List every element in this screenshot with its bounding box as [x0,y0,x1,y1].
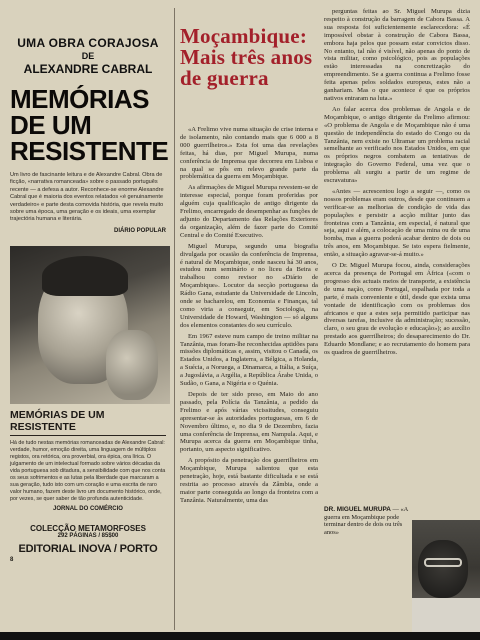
caption-name: DR. MIGUEL MURUPA [324,506,391,513]
article-paragraph: Miguel Murupa, segundo uma biografia divulgada por ocasião da conferência de Imprensa, é natural de Moçambique, onde nasceu há 30 anos, estudou num seminário e no liceu da Beira e trabalhou como revisor no «Diário de Moçambique». Locutor da secção portuguesa da Rádio Gana, estudante da Universidade de Lincoln, onde se bacharelou, em Economia e Finanças, tal como viria a conseguir, em Sociologia, na Universidade de Howard, Washington — só alguns dos elementos constantes do seu currículo. [180,242,318,329]
ad-review-source: DIÁRIO POPULAR [113,227,166,234]
ad-author: ALEXANDRE CABRAL [23,62,153,76]
portrait-hair [42,256,128,296]
portrait-hand [106,330,158,400]
ad-by-label: DE [81,51,95,61]
ad-description: Um livro de fascinante leitura e de Alexandre Cabral. Obra de ficção, «narrativa romanceada» sobre o passado português recente — a defesa a autor. Reconhece-se enorme Alexandre Cabral que é maioria dos eventos relatados «é genuinamente verdadeiro» e parte desta comovida história, que revela muito sobre uma época, uma geração e os ideais, uma exemplar trajectória humana e literária. [10,172,164,223]
ad-publisher: EDITORIAL INOVA / PORTO [18,542,158,555]
ad-headline: UMA OBRA CORAJOSA [17,36,159,50]
article-paragraph: Depois de ter sido preso, em Maio do ano passado, pela Polícia da Tanzânia, a pedido da Frelimo e após várias vicissitudes, conseguiu apresentar-se às autoridades portuguesas, em 6 de Novembro último, e, no dia 9 de Dezembro, fazia uma conferência de Imprensa, em Nampula. Aqui, e Murupa acerca da guerra em Moçambique tinha, portanto, um aspecto significativo. [180,391,318,454]
article-paragraph: A propósito da penetração dos guerrilheiros em Moçambique, Murupa salientou que esta penetração, hoje, está bastante dificultada e se está restrita ao processo através da Zâmbia, onde a maior parte conseguida ao longo da fronteira com a Tanzânia. Naturalmente, uma das [180,457,318,504]
photo-head [418,540,468,598]
article-title: Moçambique: Mais três anos de guerra [180,24,313,90]
ad-review-source-secondary: JORNAL DO COMÉRCIO [53,505,123,512]
ad-book-title: MEMÓRIAS DE UM RESISTENTE [10,84,169,166]
page-number: 8 [10,556,14,563]
book-advertisement [10,8,175,630]
article-paragraph: perguntas feitas ao Sr. Miguel Murupa dizia respeito à construção da barragem de Cabora Bassa. A sua resposta foi suficientemente esclarecedora: «É impossível obstar à construção de Cabora Bassa, embora haja pelos que possam estar convictos disso. No entanto, tal não é visível, não apenas do ponto de vista militar, como psicológico, pois as populações estão interessadas na concretização do empreendimento. Se a guerra continua a Frelimo fosse feita apenas pelos soldados europeus, estes não a ganhariam. Mas o que acontece é que os próprios nativos entraram na luta.» [324,8,470,102]
article-paragraph: «Antes — acrescentou logo a seguir —, como os nossos problemas eram outros, desde que continuem a verificar-se as melhorias de condição de vida das populações e persistir a acção militar junto das fronteiras com a Tanzânia, em especial, é natural que seja, aqui e além, a colocação de uma mina ou de uma bomba, mas a guerra poderá acabar dentro de dois ou três anos, em Moçambique. Se isto espera fielmente, então, a situação agravar-se-á muito.» [324,187,470,259]
ad-book-title-secondary: MEMÓRIAS DE UM RESISTENTE [10,409,166,436]
author-portrait-photo [10,246,170,404]
murupa-photo [412,520,480,640]
page-bottom-edge [0,632,480,640]
ad-collection: COLECÇÃO METAMORFOSES [30,523,146,533]
ad-description-secondary: Há de tudo nestas memórias romanceadas de Alexandre Cabral: verdade, humor, emoção direita, uma linguagem de múltiplos registos, ora retórica, ora proverbial, ora épica, ora lírica. O julgamento de um intelectual formado sobre vários décadas da vida portuguesa sob ditadura, a sensibilidade com que nos conta os seus sofrimentos e as lutas pela liberdade que marcaram a sua geração, tudo isto com um coração e uma escrita de raro valor humano, fazem deste livro um documento histórico, onde, por vezes, se quer saber de tão profunda autenticidade. [10,439,166,502]
article-paragraph: Em 1967 esteve num campo de treino militar na Tanzânia, mas foram-lhe reconhecidas aptidões para missões diplomáticas e, assim, visitou o Canadá, os Estados Unidos, a Inglaterra, a Bélgica, a Holanda, a Suécia, a Noruega, a Dinamarca, a Itália, a Suíça, a Jugoslávia, a Argélia, a República Árabe Unida, o Sudão, o Gana, a Nigéria e o Quénia. [180,332,318,388]
article-paragraph: As afirmações de Miguel Murupa revestem-se de interesse especial, porque foram proferidas por alguém cuja qualificação de antigo dirigente da Frelimo, encarregado de desempenhar as funções de adjunto do Departamento das Relações Exteriores da organização, além de fazer parte do Comité Central e do Comité Executivo. [180,184,318,239]
photo-glasses [424,558,462,567]
caption-text: — «A guerra em Moçambique pode terminar dentro de dois ou três anos» [324,506,408,536]
article-paragraph: «A Frelimo vive numa situação de crise interna e de isolamento, não contando mais que 6 000 a 8 000 guerrilheiros.» Esta foi uma das revelações feitas, há dias, por Miguel Murupa, numa conferência de Imprensa que decorreu em Lisboa e na qual se pôs em relevo grande parte da problemática da guerra em Moçambique. [180,126,318,181]
article-paragraph: O Dr. Miguel Murupa focou, ainda, considerações acerca da presença de Portugal em África («com o progresso dos actuais meios de transporte, a existência de uma nação, como Portugal, espalhada por toda a parte, é mais conveniente e útil, desde que exista uma vontade de identificação com os problemas dos africanos e que a estes seja permitido participar nas diversas tarefas, inclusive da administração; sucessão, claro, o seu grau de evolução e educação»); ao auxílio prestado aos guerrilheiros; do desaparecimento do Dr. Eduardo Mondlane; e ao recrutamento do homem para os quadros de guerrilheiros. [324,262,470,357]
article-paragraph: Ao falar acerca dos problemas de Angola e de Moçambique, o antigo dirigente da Frelimo afirmou: «O problema de Angola e de Moçambique não é uma questão de independência do estado do Congo ou da Tanzânia, nem existe no Ultramar um problema racial semelhante ao verificado nos Estados Unidos, em que os próprios negros combatem as tentativas de integração do Governo Federal, uma vez que o problema ali surgiu a partir de um regime de escravatura» [324,105,470,185]
article-column-1 [180,126,318,626]
article-column-2 [324,8,470,420]
photo-caption [324,506,410,536]
ad-pages-price: 292 PÁGINAS / 85$00 [57,532,119,539]
